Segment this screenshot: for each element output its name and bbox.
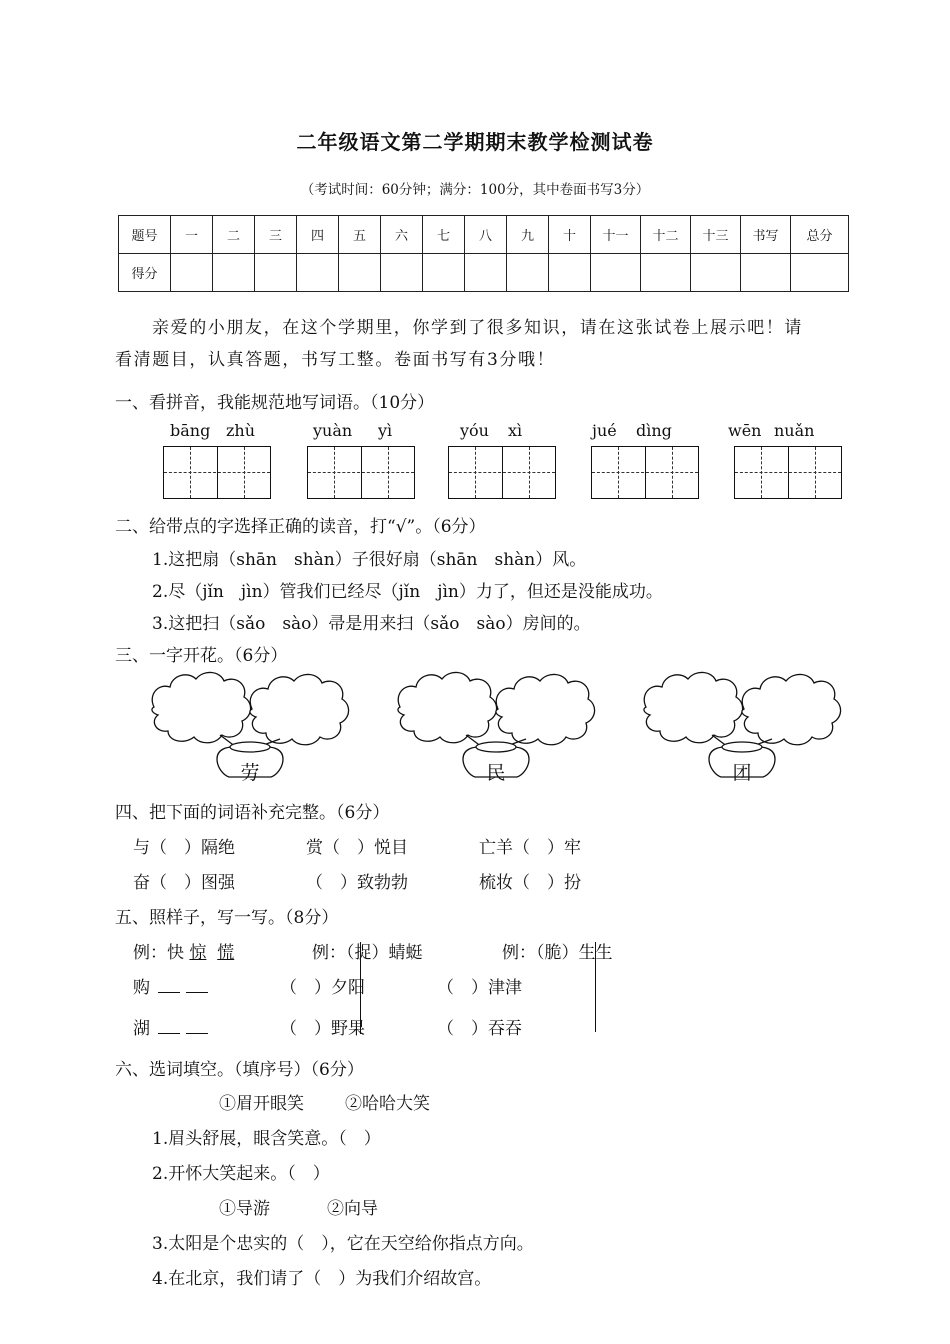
example-3: 例：（脆）生生: [502, 943, 613, 963]
score-input-cell[interactable]: [171, 254, 213, 292]
writing-grid[interactable]: [591, 446, 699, 499]
example-2: 例：（捉）蜻蜓: [312, 943, 423, 963]
column-divider: [595, 942, 596, 1032]
q5-row-item[interactable]: （ ）津津: [437, 978, 522, 998]
score-table: [118, 215, 849, 292]
q5-char: 湖: [133, 1019, 150, 1039]
q5-char: 购: [133, 978, 150, 998]
score-input-cell[interactable]: [691, 254, 741, 292]
q2-item: 3.这把扫（sǎo sào）帚是用来扫（sǎo sào）房间的。: [152, 614, 591, 634]
q6-item: 4.在北京，我们请了（ ）为我们介绍故宫。: [152, 1269, 492, 1289]
table-cell: 四: [297, 216, 339, 254]
score-input-cell[interactable]: [297, 254, 339, 292]
idiom-item: （ ）致勃勃: [306, 873, 408, 893]
flower-cloud[interactable]: [644, 672, 743, 742]
q5-row-item[interactable]: [133, 973, 211, 998]
score-input-cell[interactable]: [381, 254, 423, 292]
table-cell: 七: [423, 216, 465, 254]
score-input-cell[interactable]: [641, 254, 691, 292]
score-table-header-row: [119, 216, 849, 254]
table-cell: 十一: [591, 216, 641, 254]
pinyin: nuǎn: [774, 421, 815, 440]
table-cell: 三: [255, 216, 297, 254]
table-cell: 五: [339, 216, 381, 254]
table-cell: 一: [171, 216, 213, 254]
q6-item: 3.太阳是个忠实的（ ），它在天空给你指点方向。: [152, 1234, 534, 1254]
q5-row-item[interactable]: （ ）夕阳: [280, 978, 365, 998]
idiom-item: 与（ ）隔绝: [133, 838, 235, 858]
writing-grid[interactable]: [448, 446, 556, 499]
score-input-cell[interactable]: [507, 254, 549, 292]
q6-item: 1.眉头舒展，眼含笑意。（ ）: [152, 1129, 381, 1149]
flower-cloud[interactable]: [398, 672, 497, 742]
page-title: 二年级语文第二学期期末教学检测试卷: [296, 130, 654, 154]
writing-grid[interactable]: [734, 446, 842, 499]
table-cell: 十二: [641, 216, 691, 254]
score-input-cell[interactable]: [255, 254, 297, 292]
pinyin: dìng: [636, 421, 672, 440]
table-cell: 十: [549, 216, 591, 254]
writing-grid[interactable]: [307, 446, 415, 499]
table-cell: 总分: [791, 216, 849, 254]
word-option: ②向导: [327, 1199, 378, 1219]
writing-grid[interactable]: [163, 446, 271, 499]
table-cell: 十三: [691, 216, 741, 254]
intro-line-2: 看清题目，认真答题，书写工整。卷面书写有3分哦！: [115, 350, 556, 370]
idiom-item: 亡羊（ ）牢: [479, 838, 581, 858]
word-option: ②哈哈大笑: [345, 1094, 430, 1114]
table-cell: 得分: [119, 254, 171, 292]
word-option: ①导游: [219, 1199, 270, 1219]
example-underlined: 惊: [189, 943, 207, 963]
q6-heading: 六、选词填空。（填序号）（6分）: [115, 1060, 364, 1080]
table-cell: 九: [507, 216, 549, 254]
table-cell: 书写: [741, 216, 791, 254]
score-input-cell[interactable]: [339, 254, 381, 292]
score-input-cell[interactable]: [213, 254, 255, 292]
idiom-item: 赏（ ）悦目: [306, 838, 408, 858]
q2-item: 1.这把扇（shān shàn）子很好扇（shān shàn）风。: [152, 550, 587, 570]
pinyin: yì: [378, 421, 393, 440]
score-table-score-row: [119, 254, 849, 292]
pinyin: bāng: [170, 421, 211, 440]
score-input-cell[interactable]: [549, 254, 591, 292]
table-cell: 二: [213, 216, 255, 254]
q2-item: 2.尽（jǐn jìn）管我们已经尽（jǐn jìn）力了，但还是没能成功。: [152, 582, 663, 602]
example-1: [133, 938, 234, 963]
pinyin: xì: [508, 421, 523, 440]
q5-heading: 五、照样子，写一写。（8分）: [115, 908, 339, 928]
q3-heading: 三、一字开花。（6分）: [115, 646, 288, 666]
q6-item: 2.开怀大笑起来。（ ）: [152, 1164, 330, 1184]
score-input-cell[interactable]: [741, 254, 791, 292]
score-input-cell[interactable]: [791, 254, 849, 292]
flower-cloud[interactable]: [250, 674, 349, 744]
pinyin: zhù: [226, 421, 256, 440]
flower-cloud[interactable]: [152, 672, 251, 742]
idiom-item: 梳妆（ ）扮: [479, 873, 581, 893]
table-cell: 六: [381, 216, 423, 254]
q5-row-item[interactable]: （ ）野果: [280, 1019, 365, 1039]
table-cell: 八: [465, 216, 507, 254]
idiom-item: 奋（ ）图强: [133, 873, 235, 893]
pot-character: 团: [732, 762, 752, 784]
q4-heading: 四、把下面的词语补充完整。（6分）: [115, 803, 390, 823]
pinyin: wēn: [728, 421, 762, 440]
score-input-cell[interactable]: [423, 254, 465, 292]
pinyin: jué: [592, 421, 617, 440]
pot-character: 劳: [240, 762, 260, 784]
exam-info: （考试时间：60分钟；满分：100分，其中卷面书写3分）: [300, 182, 650, 198]
q1-heading: 一、看拼音，我能规范地写词语。（10分）: [115, 393, 435, 413]
example-underlined: 慌: [217, 943, 235, 963]
intro-line-1: 亲爱的小朋友，在这个学期里，你学到了很多知识，请在这张试卷上展示吧！请: [152, 318, 803, 338]
score-input-cell[interactable]: [591, 254, 641, 292]
flower-cloud[interactable]: [496, 674, 595, 744]
score-input-cell[interactable]: [465, 254, 507, 292]
flower-cloud[interactable]: [742, 674, 841, 744]
q2-heading: 二、给带点的字选择正确的读音，打“√”。（6分）: [115, 517, 486, 537]
pot-character: 民: [486, 762, 506, 784]
q5-row-item[interactable]: （ ）吞吞: [437, 1019, 522, 1039]
table-cell: 题号: [119, 216, 171, 254]
pinyin: yóu: [460, 421, 489, 440]
pinyin: yuàn: [313, 421, 353, 440]
example-text: 例：快: [133, 943, 184, 963]
column-divider: [360, 942, 361, 1034]
q5-row-item[interactable]: [133, 1014, 211, 1039]
word-option: ①眉开眼笑: [219, 1094, 304, 1114]
